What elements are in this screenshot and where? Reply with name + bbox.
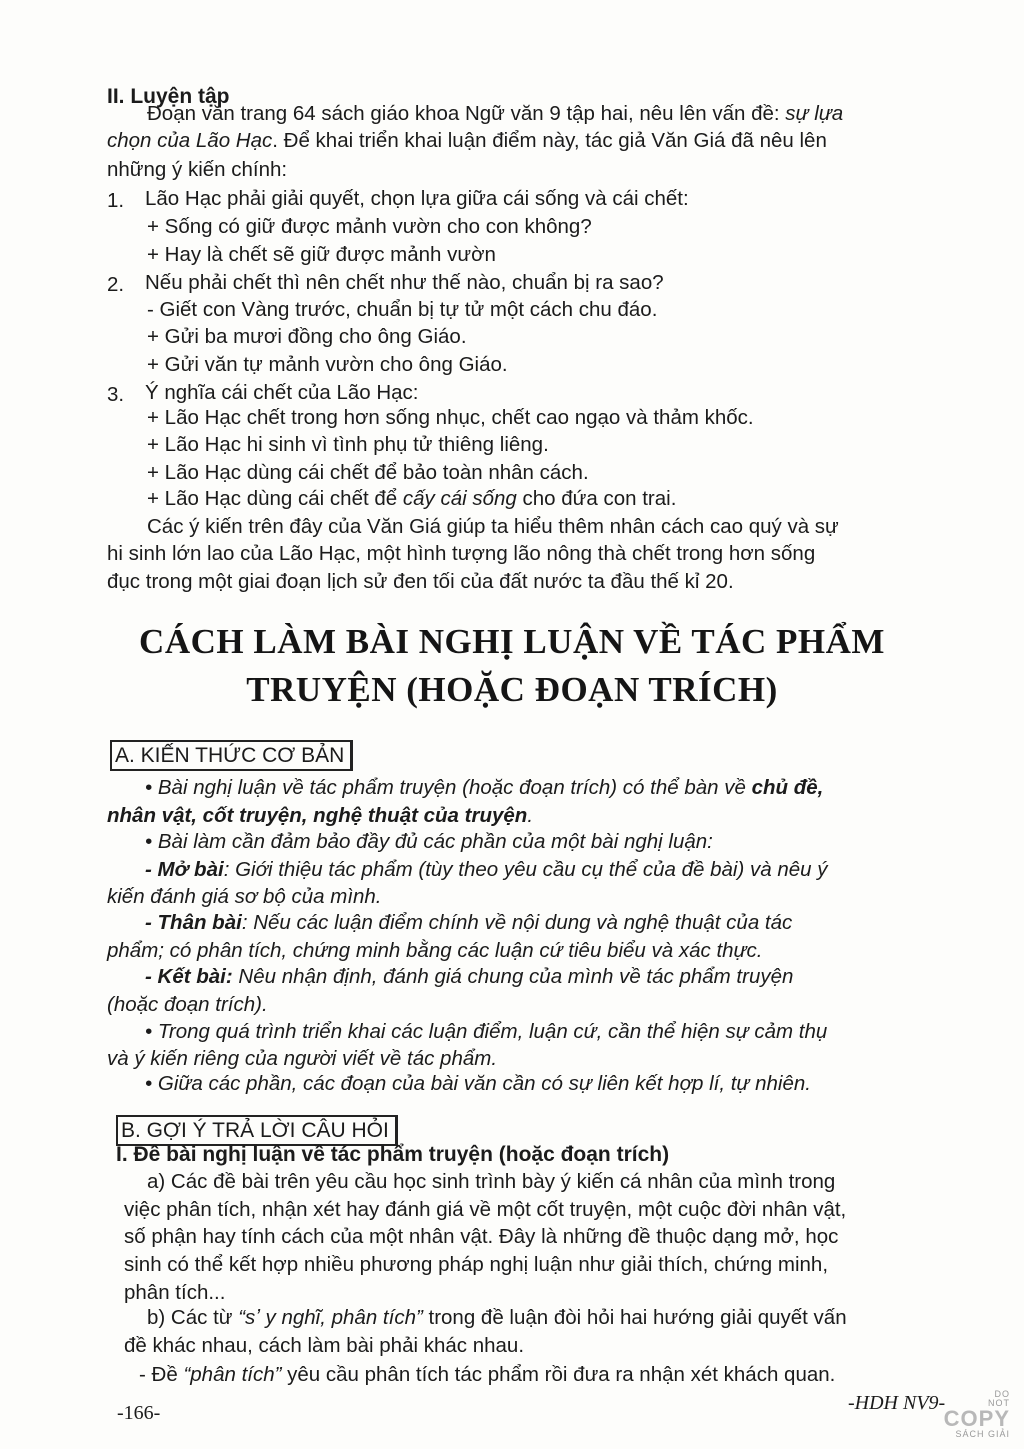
- mo-bai-line2: kiến đánh giá sơ bộ của mình.: [107, 885, 382, 908]
- watermark-copy: COPY: [943, 1406, 1010, 1431]
- item-sub: + Lão Hạc hi sinh vì tình phụ tử thiêng liêng.: [147, 433, 549, 456]
- than-bai-text: : Nếu các luận điểm chính về nội dung và nghệ thuật của tác: [241, 911, 793, 934]
- b-italic: “sʼ y nghĩ, phân tích”: [238, 1306, 423, 1329]
- section-b-b-line: [147, 1305, 847, 1331]
- section-a-line4: • Trong quá trình triển khai các luận điểm, luận cứ, cần thể hiện sự cảm thụ: [145, 1020, 828, 1043]
- section-b-a-line: phân tích...: [124, 1281, 226, 1304]
- b-text: b) Các từ: [147, 1306, 239, 1329]
- item-number: 2.: [107, 273, 125, 296]
- page-title-line1: CÁCH LÀM BÀI NGHỊ LUẬN VỀ TÁC PHẨM: [139, 622, 885, 661]
- item-sub: + Sống có giữ được mảnh vườn cho con không?: [147, 215, 592, 238]
- page-title-line2: TRUYỆN (HOẶC ĐOẠN TRÍCH): [246, 670, 778, 709]
- item-sub: + Lão Hạc chết trong hơn sống nhục, chết cao ngạo và thảm khốc.: [147, 406, 754, 429]
- item-text: Ý nghĩa cái chết của Lão Hạc:: [145, 381, 419, 404]
- page-number: -166-: [117, 1402, 161, 1424]
- conclusion-line: đục trong một giai đoạn lịch sử đen tối của đất nước ta đầu thế kỉ 20.: [107, 570, 734, 593]
- item-sub: + Hay là chết sẽ giữ được mảnh vườn: [147, 243, 496, 266]
- item-sub: - Giết con Vàng trước, chuẩn bị tự tử một cách chu đáo.: [147, 298, 658, 321]
- item-text: Lão Hạc phải giải quyết, chọn lựa giữa cái sống và cái chết:: [145, 187, 689, 210]
- conclusion-line: Các ý kiến trên đây của Văn Giá giúp ta hiểu thêm nhân cách cao quý và sự: [147, 515, 839, 538]
- b-text-tail: trong đề luận đòi hỏi hai hướng giải quyết vấn: [422, 1306, 847, 1329]
- watermark-line1: DO: [994, 1389, 1010, 1399]
- watermark: [944, 1390, 1010, 1439]
- item-number: 3.: [107, 383, 125, 406]
- section-b-subheading: I. Đề bài nghị luận về tác phẩm truyện (hoặc đoạn trích): [116, 1143, 670, 1166]
- practice-heading: II. Luyện tập: [107, 85, 230, 108]
- section-a-line1: [145, 775, 823, 801]
- section-b-c-line: [139, 1362, 835, 1388]
- section-a-heading: A. KIẾN THỨC CƠ BẢN: [110, 740, 353, 771]
- section-a-line6: • Giữa các phần, các đoạn của bài văn cần có sự liên kết hợp lí, tự nhiên.: [145, 1072, 811, 1095]
- intro-text: Đoạn văn trang 64 sách giáo khoa Ngữ văn 9 tập hai, nêu lên vấn đề:: [147, 102, 786, 125]
- section-b-a-line: số phận hay tính cách của một nhân vật. Đây là những đề thuộc dạng mở, học: [124, 1225, 839, 1248]
- conclusion-line: hi sinh lớn lao của Lão Hạc, một hình tượng lão nông thà chết trong hơn sống: [107, 542, 816, 565]
- mo-bai-label: - Mở bài: [145, 858, 224, 881]
- practice-intro-line1: [147, 101, 843, 127]
- section-b-a-line: sinh có thể kết hợp nhiều phương pháp nghị luận như giải thích, chứng minh,: [124, 1253, 829, 1276]
- section-a-line3: • Bài làm cần đảm bảo đầy đủ các phần của một bài nghị luận:: [145, 830, 713, 853]
- ket-bai-text: Nêu nhận định, đánh giá chung của mình về tác phẩm truyện: [232, 965, 794, 988]
- c-text: - Đề: [139, 1363, 184, 1386]
- item-sub: + Gửi ba mươi đồng cho ông Giáo.: [147, 325, 467, 348]
- mo-bai-text: : Giới thiệu tác phẩm (tùy theo yêu cầu cụ thể của đề bài) và nêu ý: [223, 858, 828, 881]
- mo-bai-line: [145, 857, 828, 883]
- ket-bai-label: - Kết bài:: [145, 965, 233, 988]
- section-a-line2: [107, 803, 533, 829]
- a-tail: .: [527, 804, 534, 827]
- intro-text-2: . Để khai triển khai luận điểm này, tác giả Văn Giá đã nêu lên: [272, 129, 827, 152]
- item-sub: + Lão Hạc dùng cái chết để bảo toàn nhân cách.: [147, 461, 589, 484]
- c-text-tail: yêu cầu phân tích tác phẩm rồi đưa ra nhận xét khách quan.: [281, 1363, 836, 1386]
- intro-italic: sự lựa: [785, 102, 844, 125]
- section-b-a-line: a) Các đề bài trên yêu cầu học sinh trình bày ý kiến cá nhân của mình trong: [147, 1170, 836, 1193]
- sub-text: + Lão Hạc dùng cái chết để: [147, 487, 403, 510]
- book-code: -HDH NV9-: [848, 1392, 946, 1414]
- watermark-line2: NOT: [988, 1398, 1010, 1408]
- c-italic: “phân tích”: [183, 1363, 282, 1386]
- ket-bai-line: [145, 964, 793, 990]
- a-text: • Bài nghị luận về tác phẩm truyện (hoặc đoạn trích) có thể bàn về: [145, 776, 752, 799]
- section-a-line5: và ý kiến riêng của người viết về tác phẩm.: [107, 1047, 498, 1070]
- than-bai-line: [145, 910, 792, 936]
- practice-intro-line3: những ý kiến chính:: [107, 158, 288, 181]
- than-bai-line2: phẩm; có phân tích, chứng minh bằng các luận cứ tiêu biểu và xác thực.: [107, 939, 763, 962]
- sub-italic: cấy cái sống: [402, 487, 517, 510]
- section-b-b-line2: đề khác nhau, cách làm bài phải khác nhau.: [124, 1334, 525, 1357]
- practice-intro-line2: [107, 128, 827, 154]
- a-bold-2: nhân vật, cốt truyện, nghệ thuật của truyện: [107, 804, 528, 827]
- section-b-a-line: việc phân tích, nhận xét hay đánh giá về một cốt truyện, một cuộc đời nhân vật,: [124, 1198, 847, 1221]
- item-sub: + Gửi văn tự mảnh vườn cho ông Giáo.: [147, 353, 508, 376]
- sub-text-tail: cho đứa con trai.: [516, 487, 677, 510]
- section-b-heading: B. GỢI Ý TRẢ LỜI CÂU HỎI: [116, 1115, 398, 1146]
- item-sub-last: [147, 486, 676, 512]
- item-text: Nếu phải chết thì nên chết như thế nào, chuẩn bị ra sao?: [145, 271, 664, 294]
- item-number: 1.: [107, 189, 125, 212]
- watermark-brand: SÁCH GIẢI: [955, 1429, 1010, 1439]
- ket-bai-line2: (hoặc đoạn trích).: [107, 993, 268, 1016]
- intro-italic-2: chọn của Lão Hạc: [107, 129, 273, 152]
- a-bold: chủ đề,: [751, 776, 824, 799]
- than-bai-label: - Thân bài: [145, 911, 242, 934]
